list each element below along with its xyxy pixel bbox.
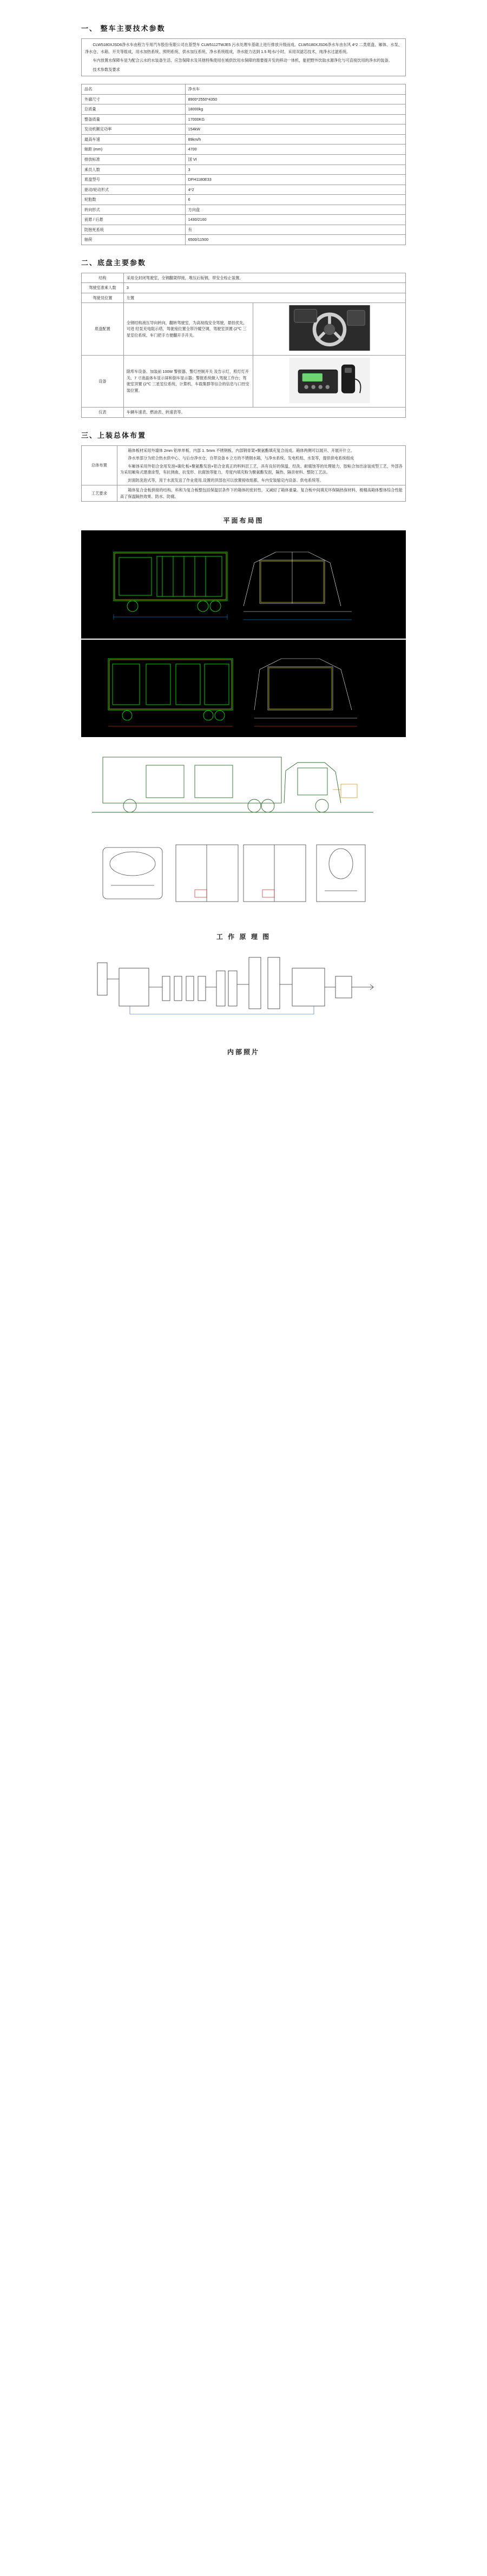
spec-key: 驱动/轮动形式 xyxy=(82,185,186,195)
side-elevation-drawing xyxy=(81,738,406,825)
chassis-row-text: 全钢结构液压导向转向，翻转驾驶室，为高视线安全驾驶，悬挂优先，可进 经泵充电阻示塔，驾驶座位置全带冷暖空调，驾驶室顶置 (2℃ 三星室位系统、车门把手方便翻开手开关。 xyxy=(123,303,253,356)
body-paragraph: 封面防洗泡式等，用于水流发送了作业使用,设置的顶部也可以放置接收组都，车内安装缩定内设备、供电系统等。 xyxy=(128,477,324,483)
radio-equipment-photo xyxy=(253,355,406,408)
spec-key: 底盘型号 xyxy=(82,175,186,185)
table-row xyxy=(82,195,406,205)
spec-value: 有 xyxy=(185,225,405,235)
spec-value: 3 xyxy=(185,165,405,175)
spec-value: 净水车 xyxy=(185,84,405,95)
body-row-text xyxy=(117,485,405,502)
principle-drawing-caption: 工 作 原 理 图 xyxy=(216,933,271,941)
table-row xyxy=(82,185,406,195)
body-row-label: 总体布置 xyxy=(82,445,117,485)
body-paragraph: 净水单部分为密合热水供中心、与后台净水仓、自带设备 6 立方的不锈钢水箱，与净水系统、发电机组、水泵等，提供供电系统组成 xyxy=(128,456,354,461)
spec-key: 轴距 (mm) xyxy=(82,144,186,155)
table-row xyxy=(82,94,406,104)
photo-caption: 内部照片 xyxy=(227,1048,260,1056)
table-row xyxy=(82,144,406,155)
table-row xyxy=(82,273,406,283)
spec-value: 154kW xyxy=(185,124,405,135)
chassis-row-text: 除库车设备、加装前 100W 警报器、警灯控制开关 及告示灯，照灯灯开关、7 寸液晶体车显示屏和倒车显示器；警报系统做入驾驶工作台；驾驶室顶置 (2℃ 三星室位系统、计算机、车载集群等信合的信息与口控安装位置。 xyxy=(123,355,253,408)
chassis-row-text: 左置 xyxy=(123,293,405,303)
body-row-text xyxy=(117,445,405,485)
document-page xyxy=(0,0,487,1083)
spec-key: 外廓尺寸 xyxy=(82,94,186,104)
table-row xyxy=(82,293,406,303)
spec-value: 1430/2160 xyxy=(185,215,405,225)
spec-value: 6500/11500 xyxy=(185,235,405,245)
table-row xyxy=(82,215,406,225)
spec-key: 轮胎数 xyxy=(82,195,186,205)
spec-value: 4*2 xyxy=(185,185,405,195)
spec-key: 排放标准 xyxy=(82,154,186,165)
spec-key: 整备质量 xyxy=(82,114,186,124)
body-layout-table xyxy=(81,445,406,502)
body-row-label: 工艺要求 xyxy=(82,485,117,502)
intro-block xyxy=(81,38,406,76)
intro-paragraph-3: 技术参数及要求 xyxy=(93,67,120,72)
body-paragraph: 箱体复合金板拼接的结构，科和为复合板整包括保温层条件下的箱体的密封性，又减轻了箱体重量。复合板中间填充环保隔热保材料，极精高箱体整体综合性能高了保温隔热效果、防水、防腐。 xyxy=(120,488,403,499)
spec-key: 转向形式 xyxy=(82,205,186,215)
intro-paragraph-1: CLW5180XJSD6净水车由程力专用汽车股份有限公司在基型车 CLW5112TWJE5 污水处理车基础上进行排放升级而成。CLW5180XJSD6净水车由东风 4*2 二类底盘、厢体、水泵、净水仓、水箱、开关等组成，用水加热系统、照明系统、供水加压系统、净水系统组成，净水能力达到 1.5 吨水/小时，采用双滤芯技术，纯净水过滤系统。 xyxy=(85,42,402,54)
table-row xyxy=(82,225,406,235)
spec-key: 前悬 / 后悬 xyxy=(82,215,186,225)
table-row xyxy=(82,165,406,175)
chassis-spec-table xyxy=(81,273,406,418)
table-row xyxy=(82,114,406,124)
spec-key: 最高车速 xyxy=(82,134,186,144)
spec-key: 乘员人数 xyxy=(82,165,186,175)
section-title-1: 一、 整车主要技术参数 xyxy=(81,24,166,32)
spec-value: 6 xyxy=(185,195,405,205)
chassis-row-label: 仪表 xyxy=(82,408,124,418)
table-row xyxy=(82,175,406,185)
table-row xyxy=(82,124,406,135)
table-row xyxy=(82,283,406,293)
spec-value: 18000kg xyxy=(185,104,405,115)
spec-key: 轴荷 xyxy=(82,235,186,245)
table-row xyxy=(82,104,406,115)
spec-key: 防抱死系统 xyxy=(82,225,186,235)
vehicle-spec-table xyxy=(81,84,406,245)
spec-value: 方向盘 xyxy=(185,205,405,215)
table-row xyxy=(82,235,406,245)
spec-value: 国 VI xyxy=(185,154,405,165)
cad-drawing-interior-plan xyxy=(81,640,406,737)
spec-key: 总质量 xyxy=(82,104,186,115)
body-paragraph: 箱体板材采用外墙体 2mm 铝单单板、内部 1. 5mm 不锈钢板、内部钢骨架+聚氨酯填充复合而成。箱体两侧可以展开、开展开什立。 xyxy=(128,448,354,453)
table-row xyxy=(82,84,406,95)
spec-value: DFH1180E33 xyxy=(185,175,405,185)
chassis-row-text: 采用全封闭驾驶室，全钢翻架焊接，堆压后钣钢，带安全栓止装置。 xyxy=(123,273,405,283)
chassis-row-label: 设备 xyxy=(82,355,124,408)
spec-key: 品名 xyxy=(82,84,186,95)
steering-wheel-photo xyxy=(253,303,406,356)
table-row xyxy=(82,303,406,356)
chassis-row-label: 底盘配置 xyxy=(82,303,124,356)
chassis-row-label: 结构 xyxy=(82,273,124,283)
cad-drawing-truck-top xyxy=(81,530,406,639)
process-flow-diagram xyxy=(81,947,406,1033)
section-title-2: 二、底盘主要参数 xyxy=(81,258,147,267)
chassis-row-text: 车辆车速表、燃油表、转速表等。 xyxy=(123,408,405,418)
table-row xyxy=(82,154,406,165)
spec-value: 17000KG xyxy=(185,114,405,124)
layout-drawing-caption: 平面布局图 xyxy=(223,517,264,525)
section-title-3: 三、上装总体布置 xyxy=(81,431,147,439)
front-rear-views-drawing xyxy=(81,826,406,918)
chassis-row-label: 驾驶员位置 xyxy=(82,293,124,303)
body-paragraph: 车厢体采用外铝合金用发泡+碳化板+聚氨酯发泡+铝合金真正的料料层工艺，具有良好的保温、经洗、耐腐蚀等的处理能力，胶粘合加出涂装成型工艺，外部各为采用厢角式建滑涂型，有抗挠曲、抗变形、抗腐蚀等能力，寿度内填充粉为聚氨酯发泡，隔热、隔音材料、整防工艺法。 xyxy=(120,463,403,475)
spec-value: 4700 xyxy=(185,144,405,155)
table-row xyxy=(82,408,406,418)
table-row xyxy=(82,134,406,144)
table-row xyxy=(82,445,406,485)
table-row xyxy=(82,355,406,408)
table-row xyxy=(82,205,406,215)
intro-paragraph-2: 车内放置水保障车是为配合云水的水装备生活、应急保障水及其他特殊使用在城供饮用水保障的需要提开发的移动一体机，能把野外饮取水源净化与可直接饮用的净水的装备。 xyxy=(93,58,392,63)
chassis-row-text: 3 xyxy=(123,283,405,293)
spec-value: 89km/h xyxy=(185,134,405,144)
spec-key: 发动机额定功率 xyxy=(82,124,186,135)
spec-value: 8900*2550*4350 xyxy=(185,94,405,104)
chassis-row-label: 驾驶室准乘人数 xyxy=(82,283,124,293)
table-row xyxy=(82,485,406,502)
